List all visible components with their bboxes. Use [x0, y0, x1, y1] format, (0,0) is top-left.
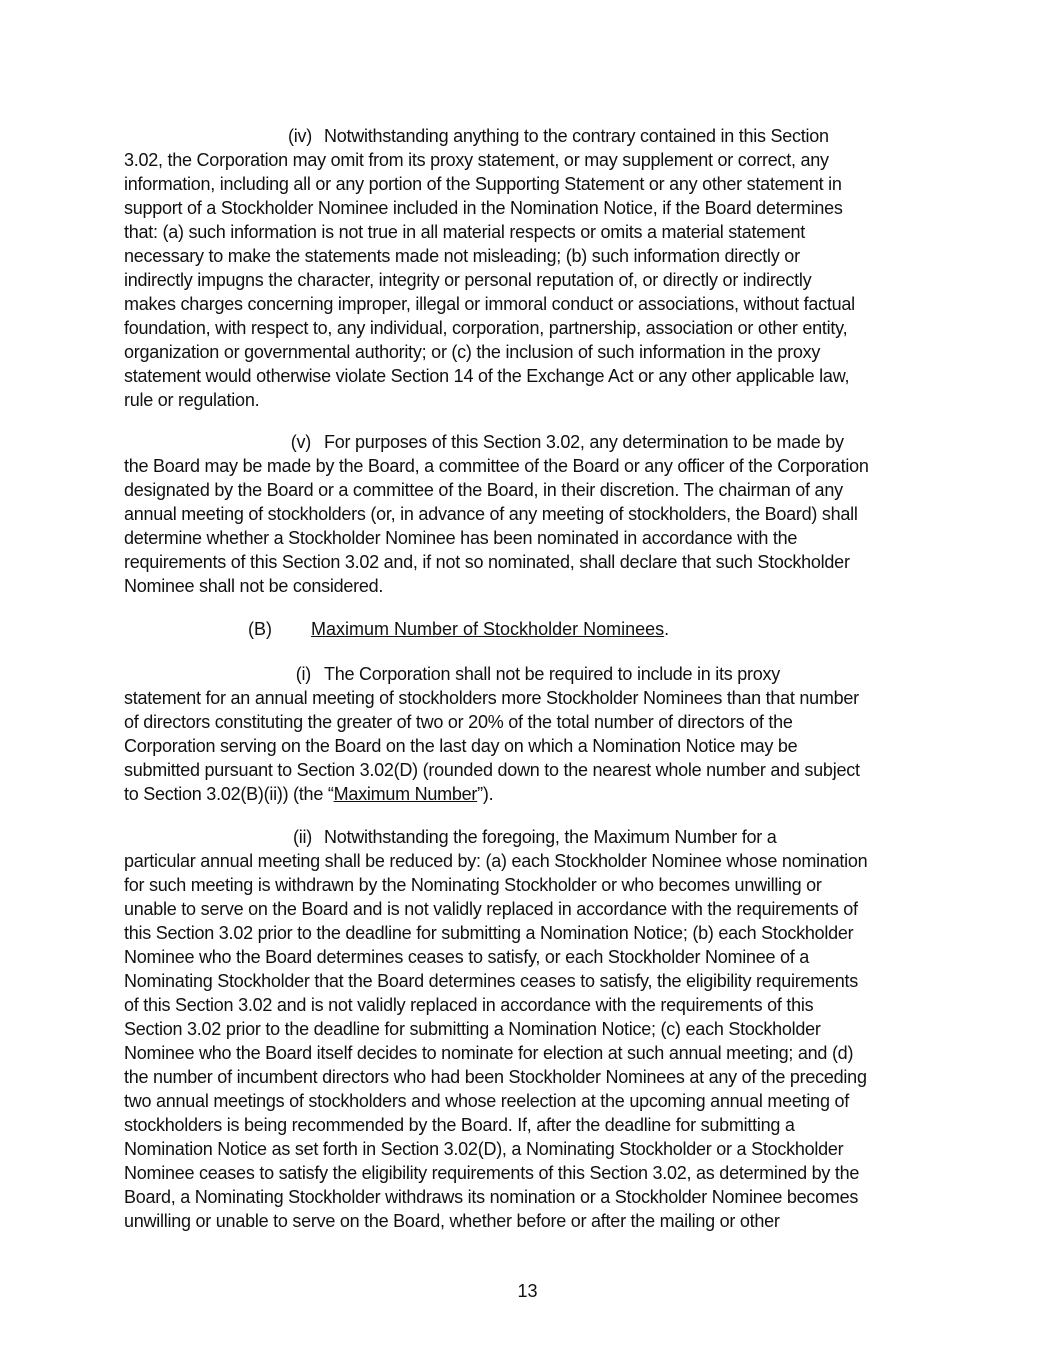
paragraph-line: unable to serve on the Board and is not validly replaced in accordance with the requirements of	[124, 899, 858, 919]
paragraph-line: Nominating Stockholder that the Board determines ceases to satisfy, the eligibility requirements	[124, 971, 859, 991]
paragraph-line: (i) The Corporation shall not be required to include in its proxy	[124, 662, 932, 686]
paragraph-line: 3.02, the Corporation may omit from its proxy statement, or may supplement or correct, any	[124, 150, 829, 170]
paragraph-line: determine whether a Stockholder Nominee has been nominated in accordance with the	[124, 528, 798, 548]
paragraph-line: rule or regulation.	[124, 390, 260, 410]
paragraph-line: makes charges concerning improper, illegal or immoral conduct or associations, without factual	[124, 294, 855, 314]
paragraph-line: Nominee who the Board itself decides to nominate for election at such annual meeting; and (d)	[124, 1043, 854, 1063]
paragraph-line: indirectly impugns the character, integrity or personal reputation of, or directly or indirectly	[124, 270, 812, 290]
paragraph-line: annual meeting of stockholders (or, in advance of any meeting of stockholders, the Board) shall	[124, 504, 858, 524]
paragraph-number: (ii)	[293, 827, 312, 847]
paragraph-line: necessary to make the statements made not misleading; (b) such information directly or	[124, 246, 800, 266]
paragraph-line: particular annual meeting shall be reduced by: (a) each Stockholder Nominee whose nomination	[124, 851, 868, 871]
paragraph-number: (v)	[290, 432, 311, 452]
paragraph-line: unwilling or unable to serve on the Board, whether before or after the mailing or other	[124, 1211, 780, 1231]
paragraph-line: statement would otherwise violate Section 14 of the Exchange Act or any other applicable law,	[124, 366, 850, 386]
paragraph-line: support of a Stockholder Nominee included in the Nomination Notice, if the Board determines	[124, 198, 843, 218]
paragraph-v	[124, 430, 932, 598]
paragraph-line: Nominee shall not be considered.	[124, 576, 384, 596]
paragraph-line: of this Section 3.02 and is not validly replaced in accordance with the requirements of this	[124, 995, 814, 1015]
paragraph-number: (iv)	[288, 126, 312, 146]
paragraph-line: Nominee who the Board determines ceases to satisfy, or each Stockholder Nominee of a	[124, 947, 810, 967]
defined-term: Maximum Number	[333, 784, 478, 804]
section-label: (B)	[248, 619, 272, 639]
paragraph-line: foundation, with respect to, any individual, corporation, partnership, association or other entity,	[124, 318, 848, 338]
paragraph-iv	[124, 124, 932, 412]
paragraph-line: to Section 3.02(B)(ii)) (the “Maximum Number”).	[124, 784, 494, 804]
paragraph-line: Nomination Notice as set forth in Section 3.02(D), a Nominating Stockholder or a Stockholder	[124, 1139, 844, 1159]
paragraph-line: information, including all or any portion of the Supporting Statement or any other statement in	[124, 174, 842, 194]
section-title: Maximum Number of Stockholder Nominees	[311, 619, 665, 639]
paragraph-line: two annual meetings of stockholders and whose reelection at the upcoming annual meeting of	[124, 1091, 849, 1111]
paragraph-ii	[124, 825, 932, 1233]
paragraph-line: the Board may be made by the Board, a committee of the Board or any officer of the Corporation	[124, 456, 869, 476]
paragraph-line: this Section 3.02 prior to the deadline for submitting a Nomination Notice; (b) each Stockholder	[124, 923, 854, 943]
page-number: 13	[517, 1281, 538, 1301]
paragraph-number: (i)	[295, 664, 311, 684]
paragraph-line: designated by the Board or a committee of the Board, in their discretion. The chairman of any	[124, 480, 843, 500]
paragraph-line: Corporation serving on the Board on the last day on which a Nomination Notice may be	[124, 736, 798, 756]
paragraph-line: the number of incumbent directors who had been Stockholder Nominees at any of the preceding	[124, 1067, 867, 1087]
paragraph-line: that: (a) such information is not true in all material respects or omits a material statement	[124, 222, 806, 242]
paragraph-line: of directors constituting the greater of two or 20% of the total number of directors of the	[124, 712, 793, 732]
paragraph-line: (ii) Notwithstanding the foregoing, the Maximum Number for a	[124, 825, 932, 849]
paragraph-line: Board, a Nominating Stockholder withdraws its nomination or a Stockholder Nominee becomes	[124, 1187, 859, 1207]
paragraph-line: requirements of this Section 3.02 and, if not so nominated, shall declare that such Stockholder	[124, 552, 850, 572]
paragraph-line: stockholders is being recommended by the Board. If, after the deadline for submitting a	[124, 1115, 795, 1135]
paragraph-line: (iv) Notwithstanding anything to the contrary contained in this Section	[124, 124, 932, 148]
paragraph-line: for such meeting is withdrawn by the Nominating Stockholder or who becomes unwilling or	[124, 875, 822, 895]
paragraph-i	[124, 662, 932, 806]
paragraph-line: Nominee ceases to satisfy the eligibility requirements of this Section 3.02, as determined by the	[124, 1163, 860, 1183]
paragraph-line: statement for an annual meeting of stockholders more Stockholder Nominees than that number	[124, 688, 859, 708]
paragraph-line: submitted pursuant to Section 3.02(D) (rounded down to the nearest whole number and subject	[124, 760, 860, 780]
paragraph-line: (v) For purposes of this Section 3.02, any determination to be made by	[124, 430, 932, 454]
paragraph-line: organization or governmental authority; or (c) the inclusion of such information in the proxy	[124, 342, 821, 362]
section-heading: (B) Maximum Number of Stockholder Nominees.	[248, 619, 670, 639]
paragraph-line: Section 3.02 prior to the deadline for submitting a Nomination Notice; (c) each Stockholder	[124, 1019, 821, 1039]
